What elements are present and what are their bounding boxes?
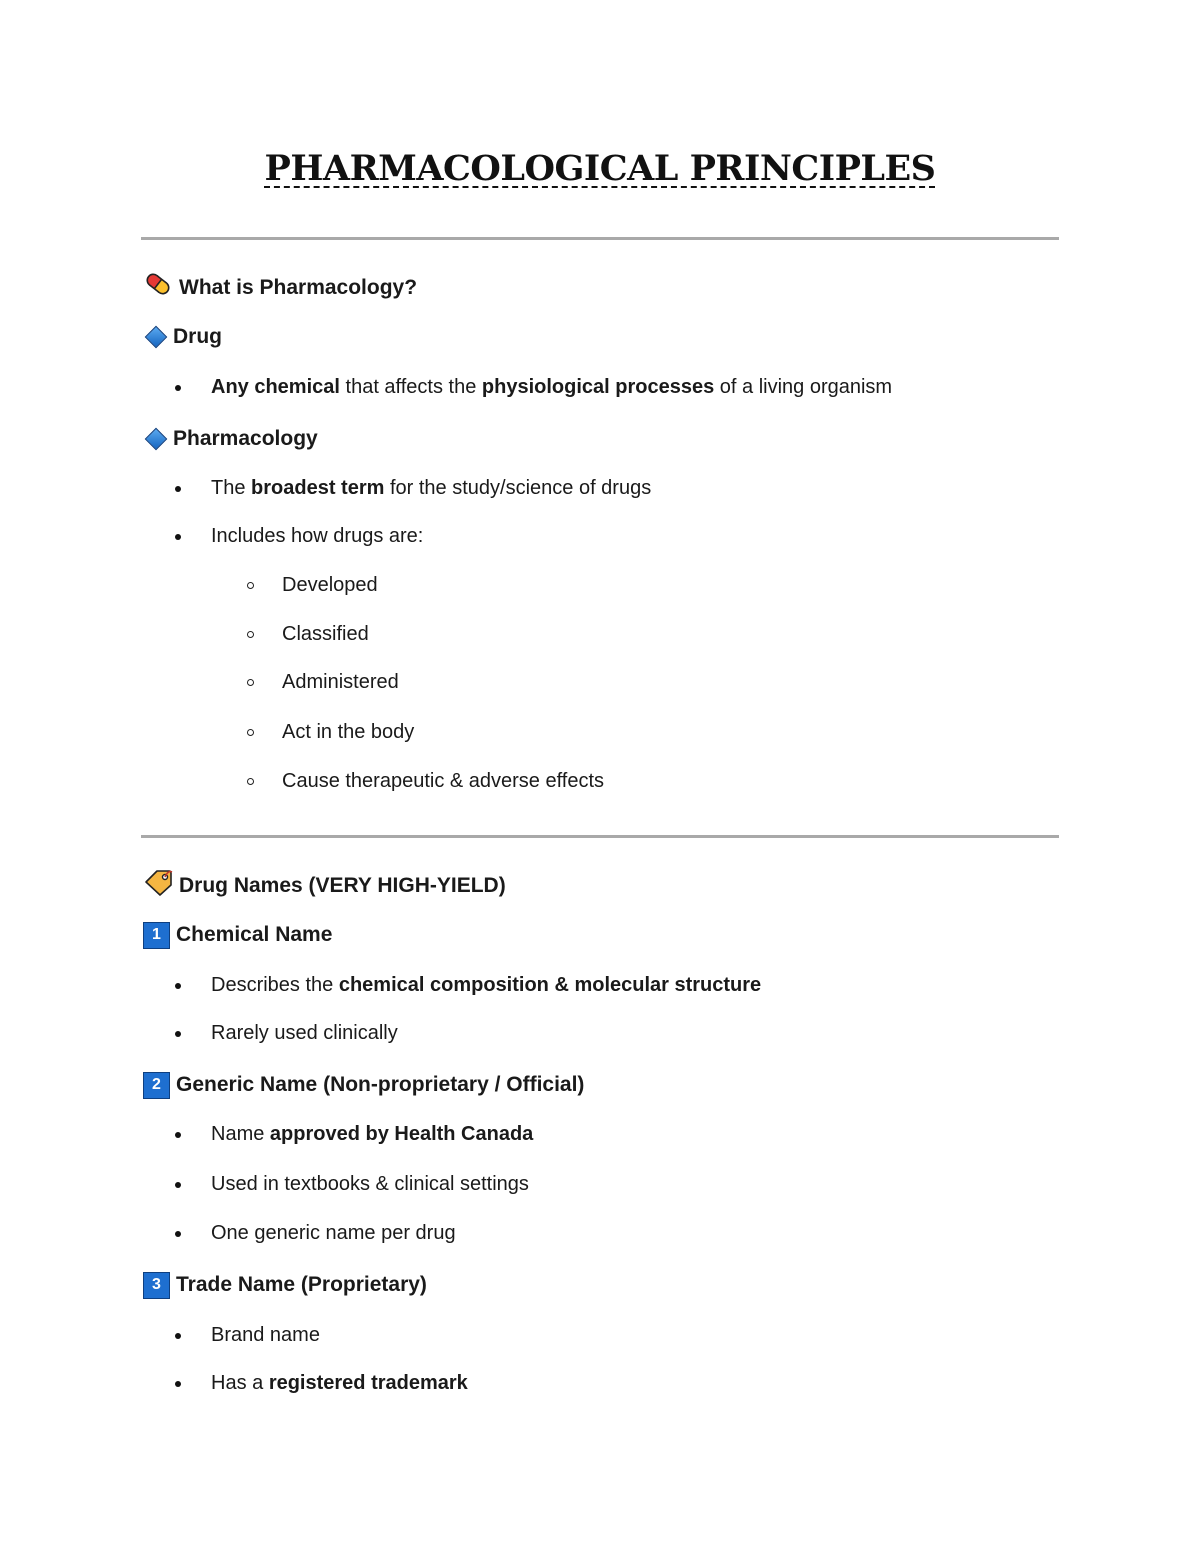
subheading-drug: Drug xyxy=(143,323,222,351)
bullet-dot xyxy=(175,1031,181,1037)
subheading-pharmacology: Pharmacology xyxy=(143,425,318,453)
keycap-number-icon: 2 xyxy=(143,1072,170,1099)
bullet-dot xyxy=(175,1182,181,1188)
section-heading-what-is-pharmacology: What is Pharmacology? xyxy=(143,270,417,306)
document-page: PHARMACOLOGICAL PRINCIPLES What is Pharmacology? Drug Any chemical that affects the physiological processes of a living organism Pharmacology The broadest term for the study/science of drugs Includes how drugs are: Developed Classified Administered Act in the body Cause therapeutic & adverse effects Drug Names (VERY HIGH-YIELD) 1 Chemical Name Describes the chemical composition & molecular structure Rarely used clinically 2 Generic Name (Non-proprietary / Official) Name approved by Health Canada Used in textbooks & clinical settings One generic name per drug 3 Trade Name (Proprietary) Brand name Has a registered trademark xyxy=(0,0,1200,1553)
keycap-number-icon: 1 xyxy=(143,922,170,949)
blue-diamond-icon xyxy=(145,326,168,349)
section-heading-drug-names: Drug Names (VERY HIGH-YIELD) xyxy=(143,868,506,904)
bullet-dot xyxy=(175,534,181,540)
bullet-dot xyxy=(175,1231,181,1237)
bullet-dot xyxy=(175,1132,181,1138)
horizontal-rule xyxy=(141,835,1059,838)
circle-bullet xyxy=(247,778,254,785)
page-title: PHARMACOLOGICAL PRINCIPLES xyxy=(264,148,936,189)
bullet-dot xyxy=(175,1333,181,1339)
bullet-dot xyxy=(175,1381,181,1387)
circle-bullet xyxy=(247,582,254,589)
bullet-dot xyxy=(175,486,181,492)
bullet-dot xyxy=(175,983,181,989)
bullet-dot xyxy=(175,385,181,391)
circle-bullet xyxy=(247,729,254,736)
circle-bullet xyxy=(247,679,254,686)
subheading-chemical-name: 1 Chemical Name xyxy=(143,921,332,949)
label-tag-icon xyxy=(143,868,173,904)
horizontal-rule xyxy=(141,237,1059,240)
subheading-generic-name: 2 Generic Name (Non-proprietary / Official) xyxy=(143,1071,584,1099)
subheading-trade-name: 3 Trade Name (Proprietary) xyxy=(143,1271,427,1299)
circle-bullet xyxy=(247,631,254,638)
pill-icon xyxy=(143,270,173,306)
blue-diamond-icon xyxy=(145,428,168,451)
keycap-number-icon: 3 xyxy=(143,1272,170,1299)
